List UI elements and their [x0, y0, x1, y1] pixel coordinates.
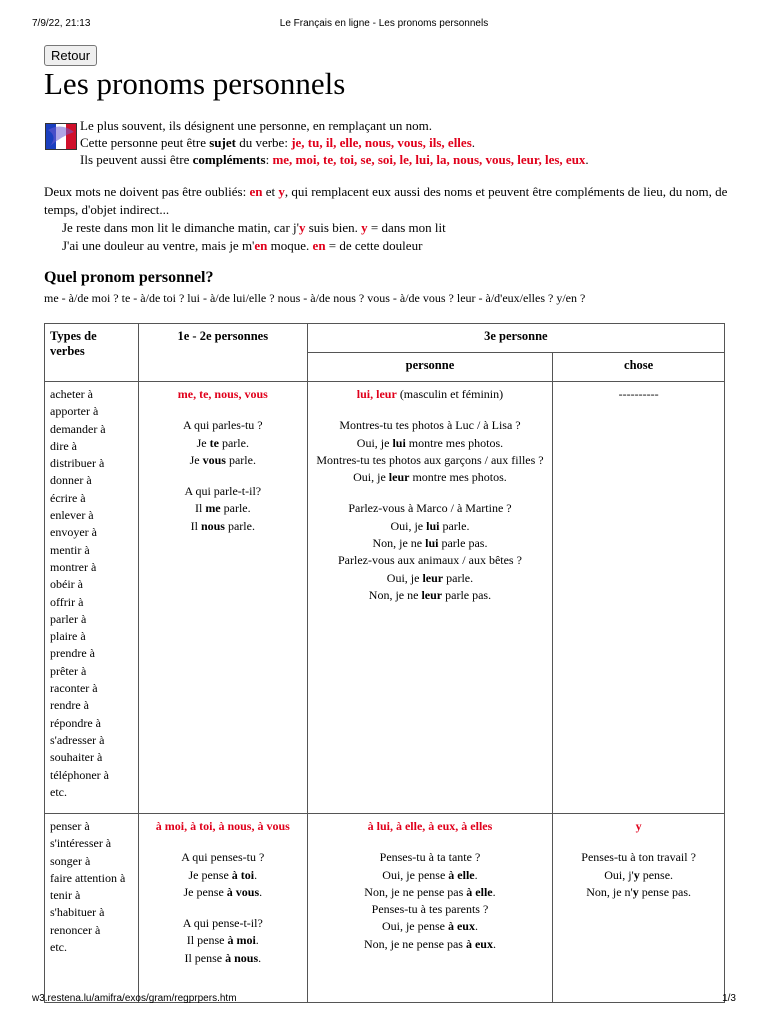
y-word: y — [278, 184, 285, 199]
verb-list: acheter à apporter à demander à dire à distribuer à donner à écrire à enlever à envoyer à mentir à montrer à obéir à offrir à parler à plaire à prendre à prêter à raconter à rendre à répondre à s'adresser à souhaiter à téléphoner à etc. — [45, 382, 139, 814]
header-1-2-persons: 1e - 2e personnes — [138, 324, 307, 382]
intro-line-2: Cette personne peut être — [80, 135, 210, 150]
print-date: 7/9/22, 21:13 — [32, 18, 91, 29]
cell-3rd-personne: lui, leur (masculin et féminin) Montres-tu tes photos à Luc / à Lisa ? Oui, je lui montre mes photos. Montres-tu tes photos aux garçons / aux filles ? Oui, je leur montre mes photos. Parlez-vous à Marco / à Martine ? Oui, je lui parle. Non, je ne lui parle pas. Parlez-vous aux animaux / aux bêtes ? Oui, je leur parle. Non, je ne leur parle pas. — [307, 382, 553, 814]
cell-3rd-chose: y Penses-tu à ton travail ? Oui, j'y pense. Non, je n'y pense pas. — [553, 814, 725, 1003]
intro-text — [80, 117, 589, 168]
header-personne: personne — [307, 353, 553, 382]
back-button[interactable]: Retour — [44, 45, 97, 66]
cell-1-2-persons: à moi, à toi, à nous, à vous A qui penses-tu ? Je pense à toi. Je pense à vous. A qui pense-t-il? Il pense à moi. Il pense à nous. — [138, 814, 307, 1003]
complements-term: compléments — [192, 152, 266, 167]
print-title: Le Français en ligne - Les pronoms personnels — [279, 18, 489, 29]
en-word: en — [249, 184, 263, 199]
cell-1-2-persons: me, te, nous, vous A qui parles-tu ? Je te parle. Je vous parle. A qui parle-t-il? Il me parle. Il nous parle. — [138, 382, 307, 814]
verb-list: penser à s'intéresser à songer à faire attention à tenir à s'habituer à renoncer à etc. — [45, 814, 139, 1003]
example-y: Je reste dans mon lit le dimanche matin, car j'y suis bien. y = dans mon lit — [62, 220, 446, 235]
page-title: Les pronoms personnels — [44, 66, 346, 101]
sujet-term: sujet — [209, 135, 236, 150]
print-url: w3.restena.lu/amifra/exos/gram/regprpers.htm — [32, 993, 237, 1004]
section-title: Quel pronom personnel? — [44, 269, 214, 286]
intro-line-1: Le plus souvent, ils désignent une personne, en remplaçant un nom. — [80, 118, 433, 133]
table-header-row — [45, 324, 725, 353]
table-row — [45, 814, 725, 1003]
cell-3rd-personne: à lui, à elle, à eux, à elles Penses-tu à ta tante ? Oui, je pense à elle. Non, je ne pense pas à elle. Penses-tu à tes parents ? Oui, je pense à eux. Non, je ne pense pas à eux. — [307, 814, 553, 1003]
pronoun-table — [44, 323, 725, 1003]
intro-line-3-cont: : — [265, 152, 273, 167]
intro-line-3-end: . — [585, 152, 589, 167]
subject-pronouns: je, tu, il, elle, nous, vous, ils, elles — [291, 135, 472, 150]
table-row — [45, 382, 725, 814]
intro-line-3: Ils peuvent aussi être — [80, 152, 193, 167]
en-y-paragraph: Deux mots ne doivent pas être oubliés: en et y, qui remplacent eux aussi des noms et peuvent être compléments de lieu, du nom, de temps, d'objet indirect... — [44, 184, 728, 217]
french-flag-icon — [45, 123, 77, 150]
header-chose: chose — [553, 353, 725, 382]
print-page-number: 1/3 — [722, 993, 736, 1004]
cell-3rd-chose: ---------- — [553, 382, 725, 814]
intro-line-2-end: . — [471, 135, 475, 150]
header-verb-types: Types de verbes — [45, 324, 139, 382]
pronoun-summary-line: me - à/de moi ? te - à/de toi ? lui - à/de lui/elle ? nous - à/de nous ? vous - à/de vous ? leur - à/d'eux/elles ? y/en ? — [44, 291, 586, 305]
header-3rd-person: 3e personne — [307, 324, 724, 353]
intro-line-2-cont: du verbe: — [235, 135, 292, 150]
example-en: J'ai une douleur au ventre, mais je m'en moque. en = de cette douleur — [62, 238, 423, 253]
complement-pronouns: me, moi, te, toi, se, soi, le, lui, la, nous, vous, leur, les, eux — [272, 152, 586, 167]
